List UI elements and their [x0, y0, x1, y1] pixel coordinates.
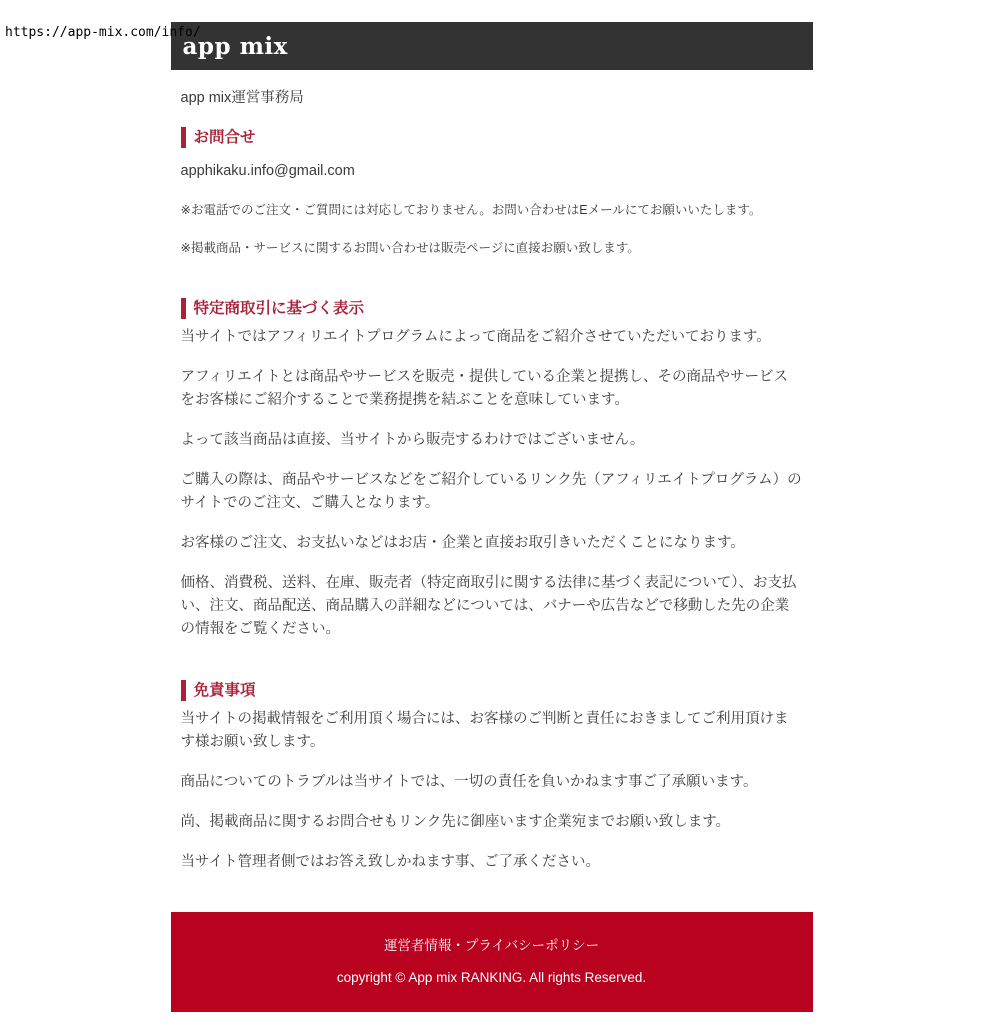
commerce-paragraph: 当サイトではアフィリエイトプログラムによって商品をご紹介させていただいております。 [180, 329, 771, 345]
footer-copyright: copyright © App mix RANKING. All rights Reserved. [336, 970, 647, 985]
commerce-paragraph: よって該当商品は直接、当サイトから販売するわけではございません。 [180, 432, 645, 448]
contact-note: ※お電話でのご注文・ご質問には対応しておりません。お問い合わせはEメールにてお願いいたします。 [180, 203, 762, 217]
section-heading-disclaimer: 免責事項 [181, 680, 803, 701]
section-heading-commerce-law: 特定商取引に基づく表示 [181, 298, 803, 319]
disclaimer-paragraph: 当サイト管理者側ではお答え致しかねます事、ご了承ください。 [180, 854, 600, 870]
contact-email: apphikaku.info@gmail.com [180, 163, 355, 179]
footer-privacy-link[interactable]: 運営者情報・プライバシーポリシー [383, 938, 600, 953]
site-title[interactable]: app mix [182, 32, 288, 60]
site-footer [171, 912, 813, 1012]
page-url: https://app-mix.com/info/ [5, 25, 201, 40]
section-heading-contact: お問合せ [181, 127, 803, 148]
disclaimer-paragraph: 商品についてのトラブルは当サイトでは、一切の責任を負いかねます事ご了承願います。 [180, 774, 758, 790]
site-header [171, 22, 813, 70]
operator-line: app mix運営事務局 [180, 90, 304, 106]
commerce-paragraph: お客様のご注文、お支払いなどはお店・企業と直接お取引きいただくことになります。 [180, 535, 745, 551]
commerce-paragraph: 価格、消費税、送料、在庫、販売者（特定商取引に関する法律に基づく表記について）、お支払い、注文、商品配送、商品購入の詳細などについては、バナーや広告などで移動した先の企業の情報をご覧ください。 [180, 575, 797, 637]
disclaimer-paragraph: 当サイトの掲載情報をご利用頂く場合には、お客様のご判断と責任におきましてご利用頂けます様お願い致します。 [180, 711, 789, 750]
commerce-paragraph: ご購入の際は、商品やサービスなどをご紹介しているリンク先（アフィリエイトプログラム）のサイトでのご注文、ご購入となります。 [180, 472, 802, 511]
contact-note: ※掲載商品・サービスに関するお問い合わせは販売ページに直接お願い致します。 [180, 241, 640, 255]
commerce-paragraph: アフィリエイトとは商品やサービスを販売・提供している企業と提携し、その商品やサービスをお客様にご紹介することで業務提携を結ぶことを意味しています。 [180, 369, 789, 408]
main-content [171, 87, 813, 874]
page-container [171, 22, 813, 1012]
disclaimer-paragraph: 尚、掲載商品に関するお問合せもリンク先に御座います企業宛までお願い致します。 [180, 814, 731, 830]
